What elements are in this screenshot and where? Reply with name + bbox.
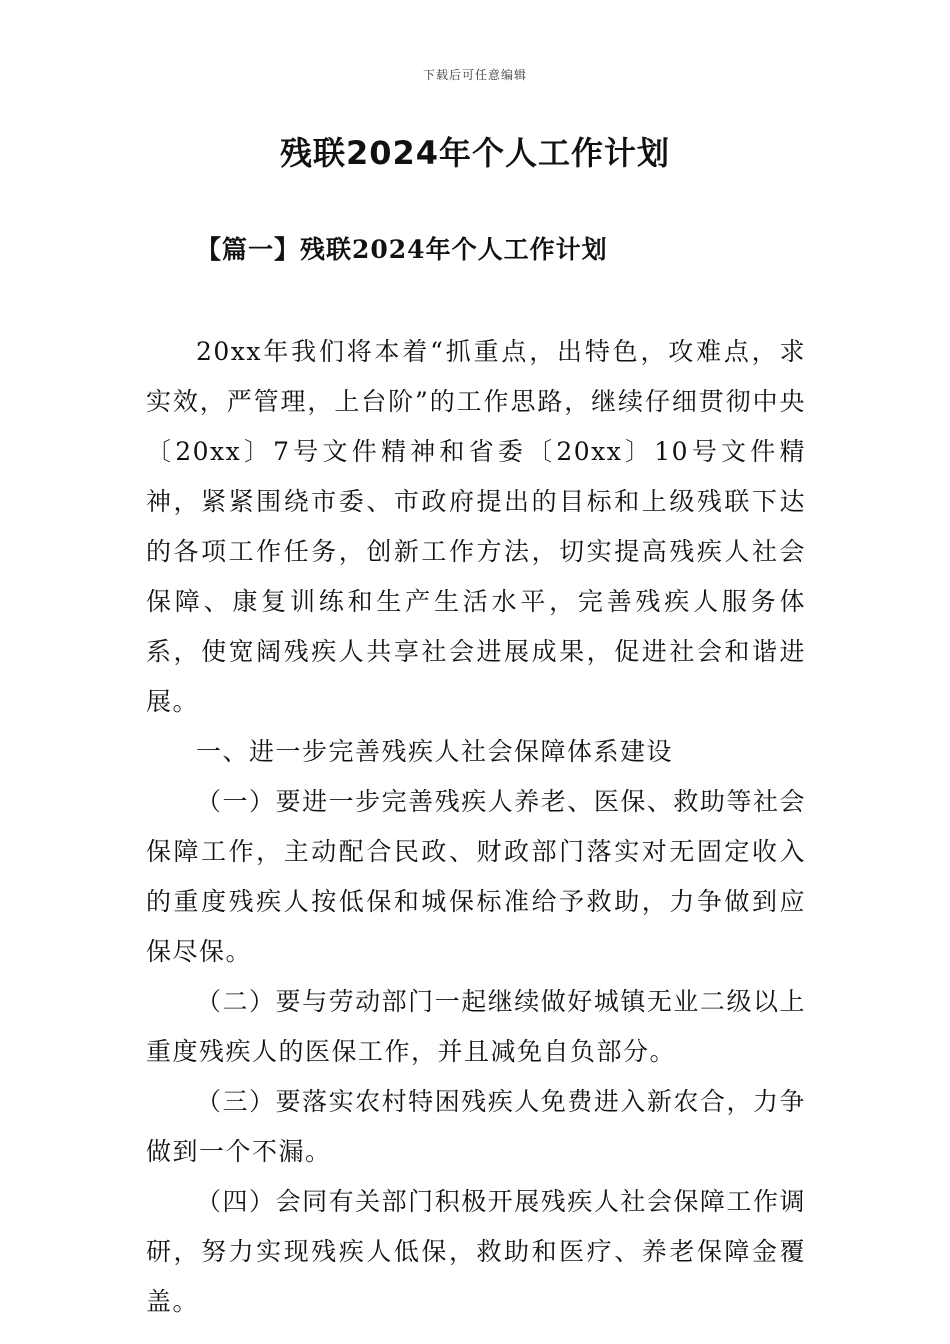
paragraph-heading-1: 一、进一步完善残疾人社会保障体系建设 xyxy=(196,737,674,766)
header-note: 下载后可任意编辑 xyxy=(422,68,527,82)
section-heading: 【篇一】残联2024年个人工作计划 xyxy=(196,235,608,264)
paragraph-item-3: （三）要落实农村特困残疾人免费进入新农合，力争做到一个不漏。 xyxy=(146,1087,806,1166)
body-text xyxy=(146,327,806,1327)
paragraph-intro: 20xx年我们将本着“抓重点，出特色，攻难点，求实效，严管理，上台阶”的工作思路，继续仔细贯彻中央〔20xx〕7号文件精神和省委〔20xx〕10号文件精神，紧紧围绕市委、市政府提出的目标和上级残联下达的各项工作任务，创新工作方法，切实提高残疾人社会保障、康复训练和生产生活水平，完善残疾人服务体系，使宽阔残疾人共享社会进展成果，促进社会和谐进展。 xyxy=(146,337,806,716)
document-title: 残联2024年个人工作计划 xyxy=(279,134,671,172)
paragraph-item-1: （一）要进一步完善残疾人养老、医保、救助等社会保障工作，主动配合民政、财政部门落实对无固定收入的重度残疾人按低保和城保标准给予救助，力争做到应保尽保。 xyxy=(146,787,806,966)
paragraph-item-2: （二）要与劳动部门一起继续做好城镇无业二级以上重度残疾人的医保工作，并且减免自负部分。 xyxy=(146,987,806,1066)
paragraph-item-4: （四）会同有关部门积极开展残疾人社会保障工作调研，努力实现残疾人低保，救助和医疗、养老保障金覆盖。 xyxy=(146,1187,806,1316)
